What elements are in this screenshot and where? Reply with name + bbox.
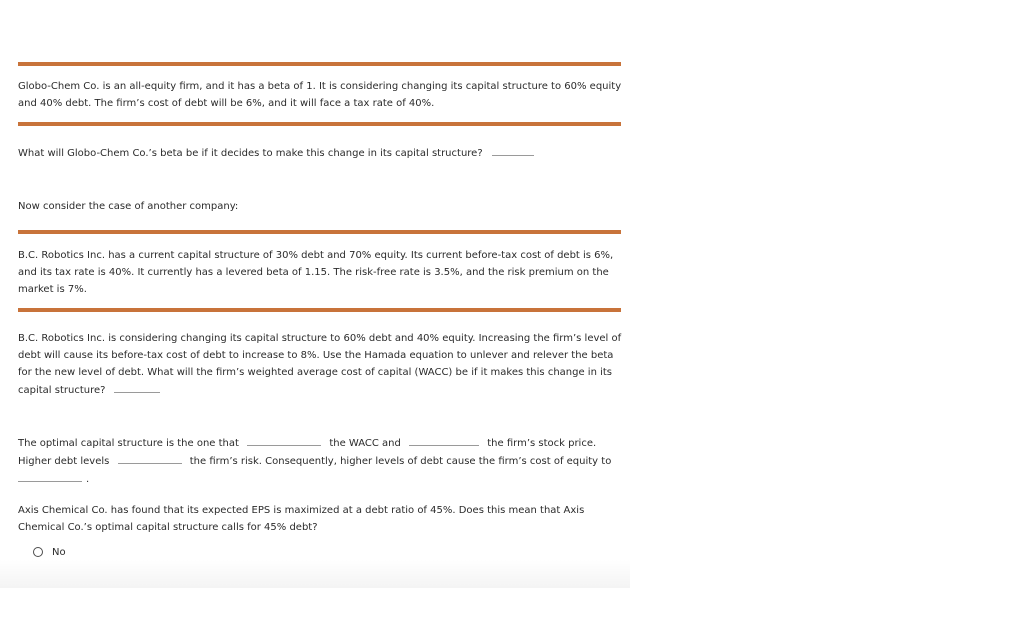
section-divider: [18, 308, 621, 312]
wacc-question-text: B.C. Robotics Inc. is considering changing its capital structure to 60% debt and 40% equity. Increasing the firm’s level of debt will cause its before-tax cost of debt to increase to 8%. Use the Hamada equation to unlever and relever the beta for the new level of debt. What will the firm’s weighted average cost of capital (WACC) be if it makes this change in its capital structure?: [18, 333, 622, 396]
wacc-effect-dropdown[interactable]: [247, 434, 321, 446]
transition-text: Now consider the case of another company:: [18, 201, 239, 212]
option-no[interactable]: [33, 545, 66, 559]
beta-question: [18, 144, 623, 162]
optimal-text-5: the firm’s risk. Consequently, higher levels of debt cause the firm’s cost of equity to: [189, 456, 612, 467]
optimal-text-3: the firm’s stock price.: [487, 438, 597, 449]
optimal-text-6: .: [86, 474, 90, 485]
beta-question-text: What will Globo-Chem Co.’s beta be if it decides to make this change in its capital structure?: [18, 148, 483, 159]
risk-effect-dropdown[interactable]: [118, 452, 182, 464]
cost-of-equity-dropdown[interactable]: [18, 470, 82, 482]
panel-bottom-shadow: [0, 560, 630, 588]
optimal-text-2: the WACC and: [329, 438, 401, 449]
section-divider: [18, 230, 621, 234]
optimal-text-4: Higher debt levels: [18, 456, 110, 467]
axis-chemical-question: Axis Chemical Co. has found that its expected EPS is maximized at a debt ratio of 45%. Does this mean that Axis Chemical Co.’s optimal capital structure calls for 45% debt?: [18, 505, 585, 533]
problem-intro: Globo-Chem Co. is an all-equity firm, and it has a beta of 1. It is considering changing its capital structure to 60% equity and 40% debt. The firm’s cost of debt will be 6%, and it will face a tax rate of 40%.: [18, 81, 622, 109]
wacc-question: [18, 330, 623, 399]
stock-price-effect-dropdown[interactable]: [409, 434, 479, 446]
beta-answer-blank[interactable]: [492, 144, 534, 156]
section-divider: [18, 62, 621, 66]
optimal-text-1: The optimal capital structure is the one that: [18, 438, 239, 449]
bc-robotics-info: B.C. Robotics Inc. has a current capital structure of 30% debt and 70% equity. Its current before-tax cost of debt is 6%, and its tax rate is 40%. It currently has a levered beta of 1.15. The risk-free rate is 3.5%, and the risk premium on the market is 7%.: [18, 250, 614, 295]
option-no-label: No: [52, 546, 66, 558]
section-divider: [18, 122, 621, 126]
optimal-structure-statement: [18, 434, 623, 488]
wacc-answer-blank[interactable]: [114, 381, 160, 393]
radio-button-no[interactable]: [33, 547, 43, 557]
